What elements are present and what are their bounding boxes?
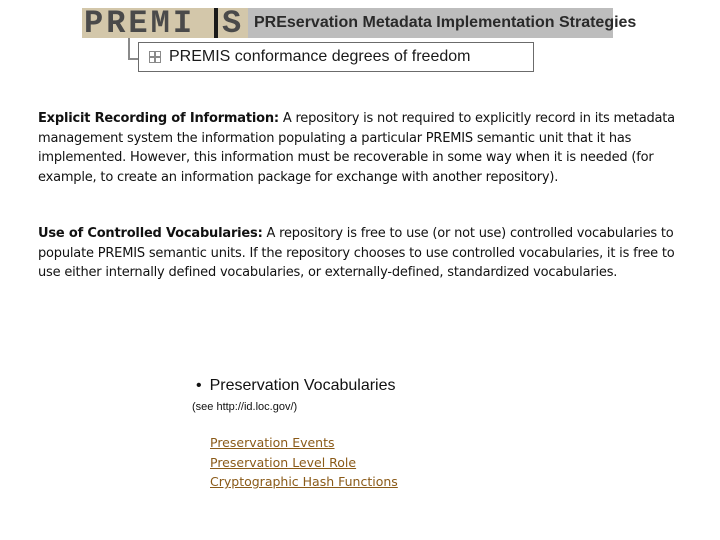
link-preservation-events[interactable]: Preservation Events	[210, 435, 335, 450]
logo-last-letter: S	[222, 4, 242, 42]
link-preservation-level-role[interactable]: Preservation Level Role	[210, 454, 357, 470]
link-cryptographic-hash-functions[interactable]: Cryptographic Hash Functions	[210, 474, 398, 489]
slide-title	[138, 42, 534, 72]
paragraph-body: A repository is free to use (or not use) controlled vocabularies to populate PREMIS semantic units. If the repository chooses to use controlled vocabularies, it is free to use either internally defined vocabularies, or externally-defined, standardized vocabularies.	[38, 226, 675, 280]
logo-tagline: PREservation Metadata Implementation Strategies	[248, 8, 613, 38]
vocabularies-bullet	[196, 377, 396, 395]
plus-icon	[149, 51, 161, 63]
controlled-vocabularies-paragraph	[38, 224, 684, 283]
premis-logo	[82, 4, 248, 42]
paragraph-body: A repository is not required to explicitly record in its metadata management system the information populating a particular PREMIS semantic unit that it has implemented. However, this information must be recoverable in some way when it is needed (for example, to create an information package for exchange with another repository).	[38, 111, 675, 185]
bullet-icon: •	[196, 377, 202, 394]
logo-letters: PREMI	[84, 4, 196, 42]
slide-title-text: PREMIS conformance degrees of freedom	[169, 48, 471, 65]
vocabularies-title: Preservation Vocabularies	[209, 377, 396, 394]
paragraph-heading: Explicit Recording of Information:	[38, 111, 279, 126]
explicit-recording-paragraph	[38, 109, 684, 187]
vocabulary-links	[210, 433, 398, 492]
logo-divider	[214, 8, 218, 38]
header-banner	[82, 4, 637, 42]
vocabularies-source-note: (see http://id.loc.gov/)	[192, 401, 298, 413]
paragraph-heading: Use of Controlled Vocabularies:	[38, 226, 263, 241]
